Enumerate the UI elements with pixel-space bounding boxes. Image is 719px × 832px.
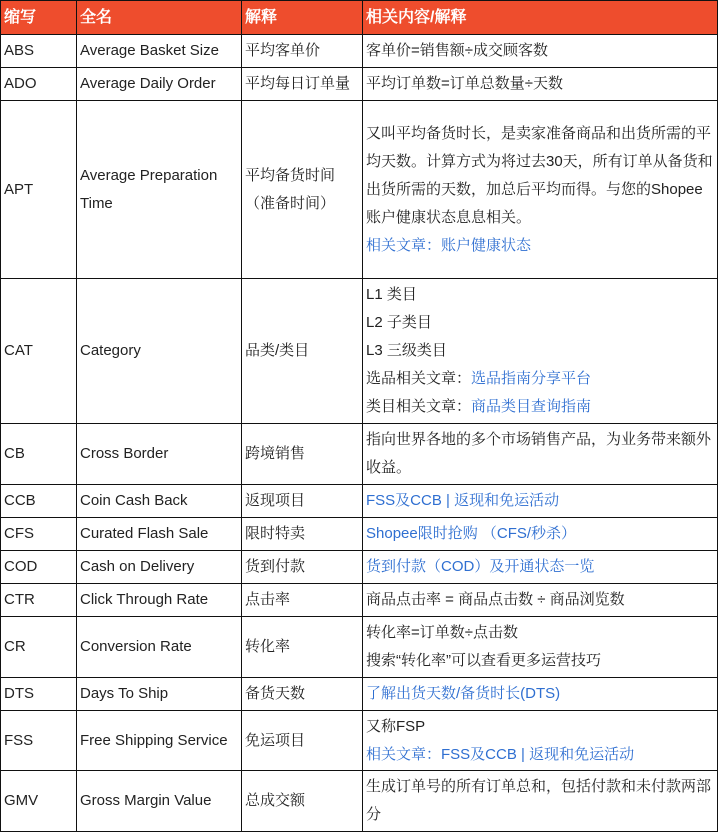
related-cell (363, 678, 718, 711)
related-article-link[interactable]: 相关文章：FSS及CCB | 返现和免运活动 (366, 745, 635, 763)
header-explain: 解释 (242, 1, 363, 35)
explain-cell (242, 518, 363, 551)
explain-cell (242, 279, 363, 424)
abbr-cell (1, 485, 77, 518)
fullname-text: Curated Flash Sale (80, 525, 209, 542)
related-text: 又称FSP (366, 717, 426, 735)
explain-text: 转化率 (245, 638, 291, 655)
table-row-abs (1, 35, 718, 68)
fullname-text: Free Shipping Service (80, 731, 228, 749)
related-cell (363, 771, 718, 832)
fullname-cell (77, 279, 242, 424)
explain-cell (242, 35, 363, 68)
abbr-cell (1, 518, 77, 551)
fullname-cell (77, 584, 242, 617)
related-text: 平均订单数=订单总数量÷天数 (366, 75, 563, 92)
related-text: 指向世界各地的多个市场销售产品，为业务带来额外收益。 (366, 431, 712, 476)
abbr-text: ABS (4, 42, 35, 59)
related-line (366, 619, 714, 647)
abbr-cell (1, 68, 77, 101)
related-line (366, 337, 714, 365)
related-line (366, 70, 714, 98)
explain-text: 货到付款 (245, 558, 306, 575)
related-text: L2 子类目 (366, 314, 432, 331)
related-article-link[interactable]: FSS及CCB | 返现和免运活动 (366, 492, 560, 509)
table-row-apt (1, 101, 718, 279)
abbr-text: CTR (4, 591, 35, 608)
related-line (366, 393, 714, 421)
related-article-link[interactable]: 了解出货天数/备货时长(DTS) (366, 685, 561, 702)
table-row-gmv (1, 771, 718, 832)
explain-text: 跨境销售 (245, 445, 306, 462)
fullname-text: Average Preparation Time (80, 166, 218, 212)
related-cell (363, 279, 718, 424)
table-row-ctr (1, 584, 718, 617)
related-text: 类目相关文章： (366, 398, 472, 415)
explain-cell (242, 617, 363, 678)
fullname-text: Average Daily Order (80, 75, 216, 92)
abbr-cell (1, 279, 77, 424)
related-line (366, 741, 714, 769)
fullname-cell (77, 101, 242, 279)
fullname-cell (77, 518, 242, 551)
table-row-cat (1, 279, 718, 424)
explain-cell (242, 424, 363, 485)
fullname-text: Conversion Rate (80, 638, 192, 655)
header-row (1, 1, 718, 35)
abbr-text: CB (4, 445, 25, 462)
table-row-cod (1, 551, 718, 584)
abbr-cell (1, 584, 77, 617)
related-line (366, 37, 714, 65)
related-article-link[interactable]: Shopee限时抢购 （CFS/秒杀） (366, 525, 577, 542)
abbr-text: COD (4, 558, 38, 575)
abbr-text: CAT (4, 342, 33, 359)
related-text: 选品相关文章： (366, 370, 472, 387)
abbr-cell (1, 771, 77, 832)
related-line (366, 773, 714, 829)
fullname-text: Cash on Delivery (80, 558, 195, 575)
related-cell (363, 424, 718, 485)
related-text: 又叫平均备货时长，是卖家准备商品和出货所需的平均天数。计算方式为将过去30天，所有订单从备货和出货所需的天数，加总后平均而得。与您的Shopee账户健康状态息息相关。 (366, 124, 713, 226)
fullname-text: Gross Margin Value (80, 792, 212, 809)
header-abbr: 缩写 (1, 1, 77, 35)
explain-cell (242, 678, 363, 711)
abbr-cell (1, 617, 77, 678)
related-line (366, 680, 714, 708)
related-article-link[interactable]: 相关文章：账户健康状态 (366, 236, 532, 254)
fullname-text: Days To Ship (80, 685, 169, 702)
related-line (366, 309, 714, 337)
table-row-fss (1, 711, 718, 771)
abbr-text: APT (4, 180, 34, 198)
fullname-text: Category (80, 342, 141, 359)
header-related: 相关内容/解释 (363, 1, 718, 35)
related-text: L3 三级类目 (366, 342, 447, 359)
related-cell (363, 711, 718, 771)
explain-text: 免运项目 (245, 731, 306, 749)
table-row-dts (1, 678, 718, 711)
explain-cell (242, 485, 363, 518)
related-text: L1 类目 (366, 286, 417, 303)
related-line (366, 586, 714, 614)
related-article-link[interactable]: 选品指南分享平台 (471, 370, 592, 387)
table-row-cfs (1, 518, 718, 551)
explain-cell (242, 711, 363, 771)
header-fullname: 全名 (77, 1, 242, 35)
related-cell (363, 551, 718, 584)
abbr-cell (1, 711, 77, 771)
fullname-cell (77, 617, 242, 678)
explain-cell (242, 101, 363, 279)
abbr-cell (1, 551, 77, 584)
abbr-cell (1, 101, 77, 279)
related-line (366, 232, 714, 260)
fullname-text: Click Through Rate (80, 591, 209, 608)
related-cell (363, 101, 718, 279)
related-article-link[interactable]: 商品类目查询指南 (471, 398, 592, 415)
fullname-cell (77, 678, 242, 711)
explain-text: 总成交额 (245, 792, 306, 809)
related-text: 客单价=销售额÷成交顾客数 (366, 42, 548, 59)
related-text: 生成订单号的所有订单总和，包括付款和未付款两部分 (366, 778, 712, 823)
related-cell (363, 518, 718, 551)
related-text: 搜索“转化率”可以查看更多运营技巧 (366, 652, 601, 669)
related-line (366, 426, 714, 482)
related-text: 转化率=订单数÷点击数 (366, 624, 518, 641)
related-cell (363, 617, 718, 678)
abbr-text: ADO (4, 75, 37, 92)
fullname-text: Cross Border (80, 445, 169, 462)
related-line (366, 281, 714, 309)
explain-text: 平均备货时间 (245, 166, 336, 184)
abbr-text: GMV (4, 792, 39, 809)
related-line (366, 553, 714, 581)
explain-cell (242, 584, 363, 617)
related-line (366, 487, 714, 515)
abbr-text: CCB (4, 492, 36, 509)
related-cell (363, 68, 718, 101)
fullname-cell (77, 771, 242, 832)
related-cell (363, 35, 718, 68)
fullname-cell (77, 424, 242, 485)
fullname-cell (77, 711, 242, 771)
fullname-text: Coin Cash Back (80, 492, 188, 509)
abbr-cell (1, 424, 77, 485)
table-body (1, 35, 718, 832)
table-row-cb (1, 424, 718, 485)
related-line (366, 713, 714, 741)
related-line (366, 365, 714, 393)
fullname-text: Average Basket Size (80, 42, 219, 59)
explain-text: 备货天数 (245, 685, 306, 702)
abbr-cell (1, 35, 77, 68)
related-line (366, 647, 714, 675)
related-article-link[interactable]: 货到付款（COD）及开通状态一览 (366, 558, 595, 575)
abbr-text: DTS (4, 685, 34, 702)
abbr-text: CR (4, 638, 26, 655)
related-text: 商品点击率 = 商品点击数 ÷ 商品浏览数 (366, 591, 625, 608)
fullname-cell (77, 68, 242, 101)
explain-text: 品类/类目 (245, 342, 310, 359)
explain-text: 返现项目 (245, 492, 306, 509)
fullname-cell (77, 551, 242, 584)
related-cell (363, 584, 718, 617)
explain-text: 平均客单价 (245, 42, 321, 59)
related-line (366, 520, 714, 548)
table-row-ccb (1, 485, 718, 518)
explain-text: 平均每日订单量 (245, 75, 351, 92)
abbr-cell (1, 678, 77, 711)
explain-cell (242, 551, 363, 584)
related-line (366, 120, 714, 232)
related-cell (363, 485, 718, 518)
explain-text: （准备时间） (245, 194, 336, 212)
fullname-cell (77, 35, 242, 68)
abbr-text: CFS (4, 525, 34, 542)
table-row-ado (1, 68, 718, 101)
explain-cell (242, 771, 363, 832)
abbr-text: FSS (4, 731, 34, 749)
table-row-cr (1, 617, 718, 678)
fullname-cell (77, 485, 242, 518)
explain-text: 限时特卖 (245, 525, 306, 542)
explain-text: 点击率 (245, 591, 291, 608)
explain-cell (242, 68, 363, 101)
